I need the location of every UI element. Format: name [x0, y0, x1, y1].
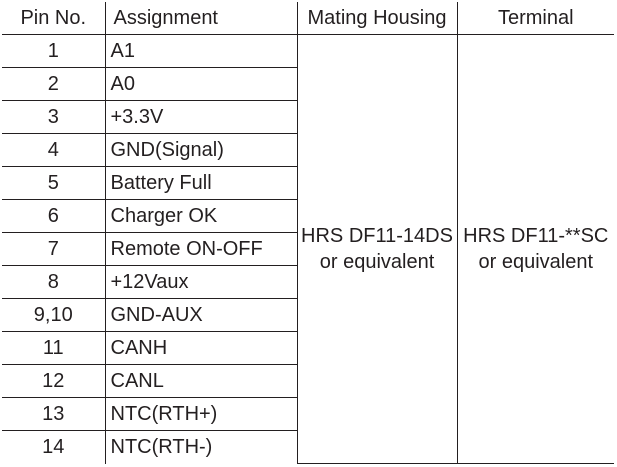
pin-number: 5 — [2, 167, 105, 200]
pin-no-header: Pin No. — [2, 2, 105, 35]
pin-number: 4 — [2, 134, 105, 167]
pin-assignment: A1 — [105, 35, 297, 68]
pin-number: 12 — [2, 365, 105, 398]
pin-assignment: A0 — [105, 68, 297, 101]
terminal-part: HRS DF11-**SC — [463, 225, 609, 247]
assignment-header: Assignment — [105, 2, 297, 35]
pin-number: 9,10 — [2, 299, 105, 332]
pin-assignment: +3.3V — [105, 101, 297, 134]
pin-number: 3 — [2, 101, 105, 134]
pin-number: 13 — [2, 398, 105, 431]
table-row — [2, 35, 614, 68]
pin-assignment: GND-AUX — [105, 299, 297, 332]
pin-assignment: GND(Signal) — [105, 134, 297, 167]
pin-assignment: Battery Full — [105, 167, 297, 200]
mating-housing-header: Mating Housing — [297, 2, 457, 35]
terminal-header: Terminal — [457, 2, 614, 35]
pin-assignment: Remote ON-OFF — [105, 233, 297, 266]
pin-assignment: CANL — [105, 365, 297, 398]
pin-assignment-table — [2, 2, 614, 464]
pin-assignment: Charger OK — [105, 200, 297, 233]
mating-housing-note: or equivalent — [319, 251, 435, 273]
pin-assignment: CANH — [105, 332, 297, 365]
pin-number: 2 — [2, 68, 105, 101]
terminal-cell — [457, 35, 614, 464]
pin-assignment: NTC(RTH+) — [105, 398, 297, 431]
pin-number: 8 — [2, 266, 105, 299]
pin-assignment: +12Vaux — [105, 266, 297, 299]
pin-number: 1 — [2, 35, 105, 68]
terminal-note: or equivalent — [478, 251, 594, 273]
pin-number: 7 — [2, 233, 105, 266]
mating-housing-cell — [297, 35, 457, 464]
pin-number: 6 — [2, 200, 105, 233]
table-header-row — [2, 2, 614, 35]
mating-housing-part: HRS DF11-14DS — [301, 225, 453, 247]
pin-assignment: NTC(RTH-) — [105, 431, 297, 464]
pin-number: 14 — [2, 431, 105, 464]
pin-number: 11 — [2, 332, 105, 365]
